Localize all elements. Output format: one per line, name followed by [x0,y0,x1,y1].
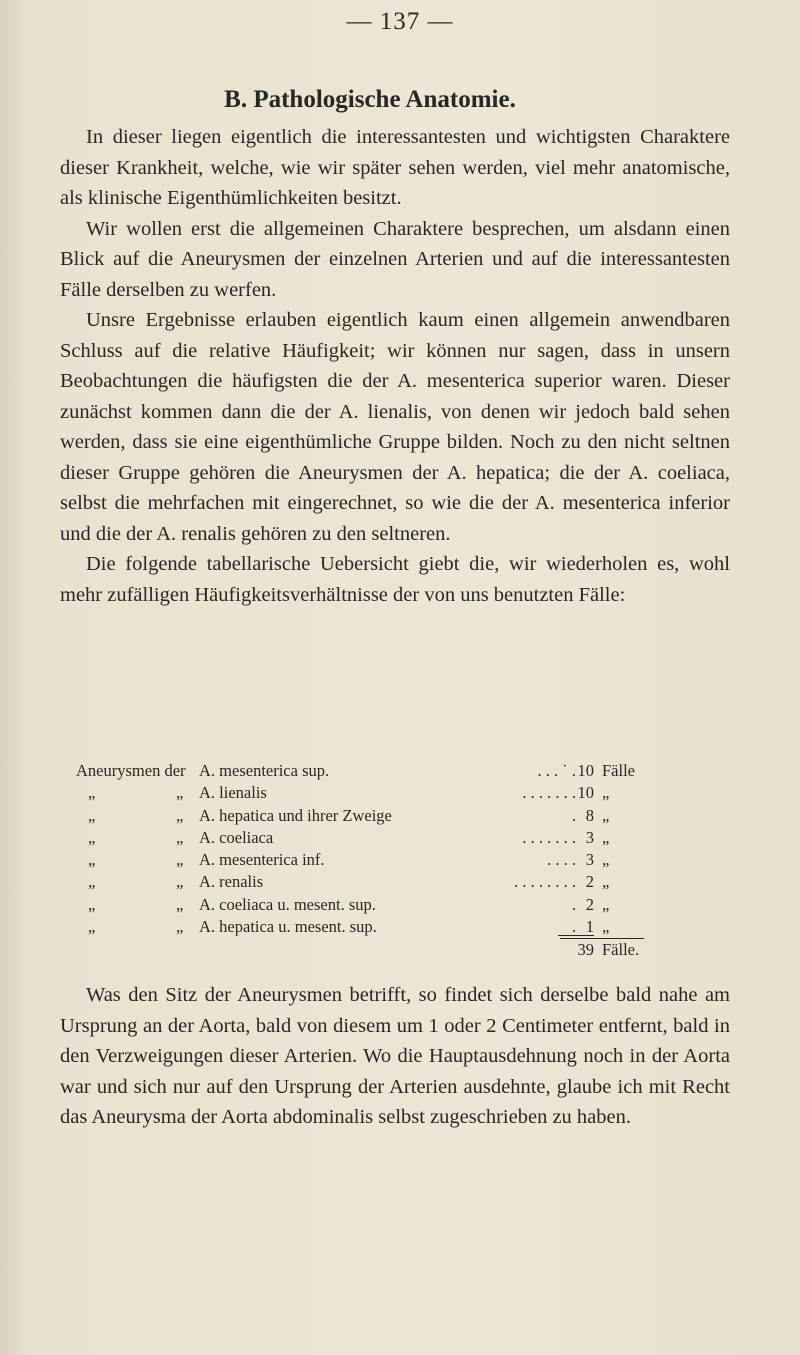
leader-dots: . . . . . . . [522,827,576,847]
artery-name: A. coeliaca [199,827,274,847]
ditto-mark: „ [176,850,184,870]
artery-name: A. lienalis [199,783,267,803]
table-row [76,827,676,849]
paragraph: Was den Sitz der Aneurysmen betrifft, so findet sich derselbe bald nahe am Ursprung an der Aorta, bald von diesem um 1 oder 2 Centimeter entfernt, bald in den Verzweigungen dieser Arterien. Wo die Hauptausdehnung noch in der Aorta war und sich nur auf den Ursprung der Arterien ausdehnte, glaube ich mit Recht das Aneurysma der Aorta abdominalis selbst zugeschrieben zu haben. [60,984,730,1128]
artery-name: A. mesenterica sup. [199,761,330,780]
table-row [76,849,676,871]
table-row [76,894,676,916]
case-count: 1 [585,917,594,937]
total-count: 39 [577,940,594,960]
leader-dots: . . . . . . . [522,783,576,803]
table-row [76,760,676,782]
case-count: 2 [585,872,594,892]
case-unit: „ [602,872,610,892]
case-count: 3 [585,850,594,870]
ditto-mark: „ [88,783,96,803]
case-count: 2 [585,894,594,914]
case-count: 10 [577,783,594,803]
case-count: 10 [577,761,594,780]
body-text-after-table [60,980,730,1133]
table-row [76,805,676,827]
artery-name: A. coeliaca u. mesent. sup. [199,894,376,914]
row-prefix: Aneurysmen der [76,761,186,780]
ditto-mark: „ [88,827,96,847]
ditto-mark: „ [88,917,96,937]
table-row [76,916,676,938]
case-unit: „ [602,827,610,847]
ditto-mark: „ [176,827,184,847]
case-unit: „ [602,894,610,914]
case-unit: Fälle [602,761,635,780]
leader-dots: . . . . . . . . [514,872,576,892]
paragraph: Die folgende tabellarische Uebersicht giebt die, wir wiederholen es, wohl mehr zufälligen Häufigkeitsverhältnisse der von uns benutzten Fälle: [60,553,730,606]
artery-name: A. mesenterica inf. [199,850,325,870]
frequency-table [76,760,676,962]
paragraph: In dieser liegen eigentlich die interessantesten und wichtigsten Charaktere dieser Krankheit, welche, wie wir später sehen werden, viel mehr anatomische, als klinische Eigenthümlichkeiten besitzt. [60,126,730,209]
case-unit: „ [602,917,610,937]
case-count: 3 [585,827,594,847]
sum-underline [558,935,594,936]
artery-name: A. hepatica u. mesent. sup. [199,917,377,937]
table-row [76,782,676,804]
ditto-mark: „ [176,805,184,825]
table-row [76,871,676,893]
ditto-mark: „ [88,850,96,870]
leader-dots: . [571,894,576,914]
paragraph: Unsre Ergebnisse erlauben eigentlich kaum einen allgemein anwendbaren Schluss auf die relative Häufigkeit; wir können nur sagen, dass in unsern Beobachtungen die häufigsten die der A. mesenterica superior waren. Dieser zunächst kommen dann die der A. lienalis, von denen wir jedoch bald sehen werden, dass sie eine eigenthümliche Gruppe bilden. Noch zu den nicht seltnen dieser Gruppe gehören die Aneurysmen der A. hepatica; die der A. coeliaca, selbst die mehrfachen mit eingerechnet, so wie die der A. mesenterica inferior und die der A. renalis gehören zu den seltneren. [60,309,730,545]
leader-dots: . [571,805,576,825]
ditto-mark: „ [176,783,184,803]
ditto-mark: „ [88,872,96,892]
ditto-mark: „ [88,805,96,825]
artery-name: A. hepatica und ihrer Zweige [199,805,392,825]
leader-dots: . [571,917,576,937]
case-unit: „ [602,783,610,803]
paragraph: Wir wollen erst die allgemeinen Charaktere besprechen, um alsdann einen Blick auf die Aneurysmen der einzelnen Arterien und auf die interessantesten Fälle derselben zu werfen. [60,217,730,301]
ditto-mark: „ [88,894,96,914]
ditto-mark: „ [176,917,184,937]
case-count: 8 [585,805,594,825]
table-total-row [76,938,676,962]
artery-name: A. renalis [199,872,264,892]
ditto-mark: „ [176,872,184,892]
case-unit: „ [602,805,610,825]
ditto-mark: „ [176,894,184,914]
leader-dots: . . . ˙ . [537,761,576,780]
leader-dots: . . . . [547,850,576,870]
section-title: B. Pathologische Anatomie. [224,86,516,113]
body-text-before-table [60,122,730,610]
page-number: — 137 — [346,8,454,35]
total-unit: Fälle. [602,940,640,960]
case-unit: „ [602,850,610,870]
